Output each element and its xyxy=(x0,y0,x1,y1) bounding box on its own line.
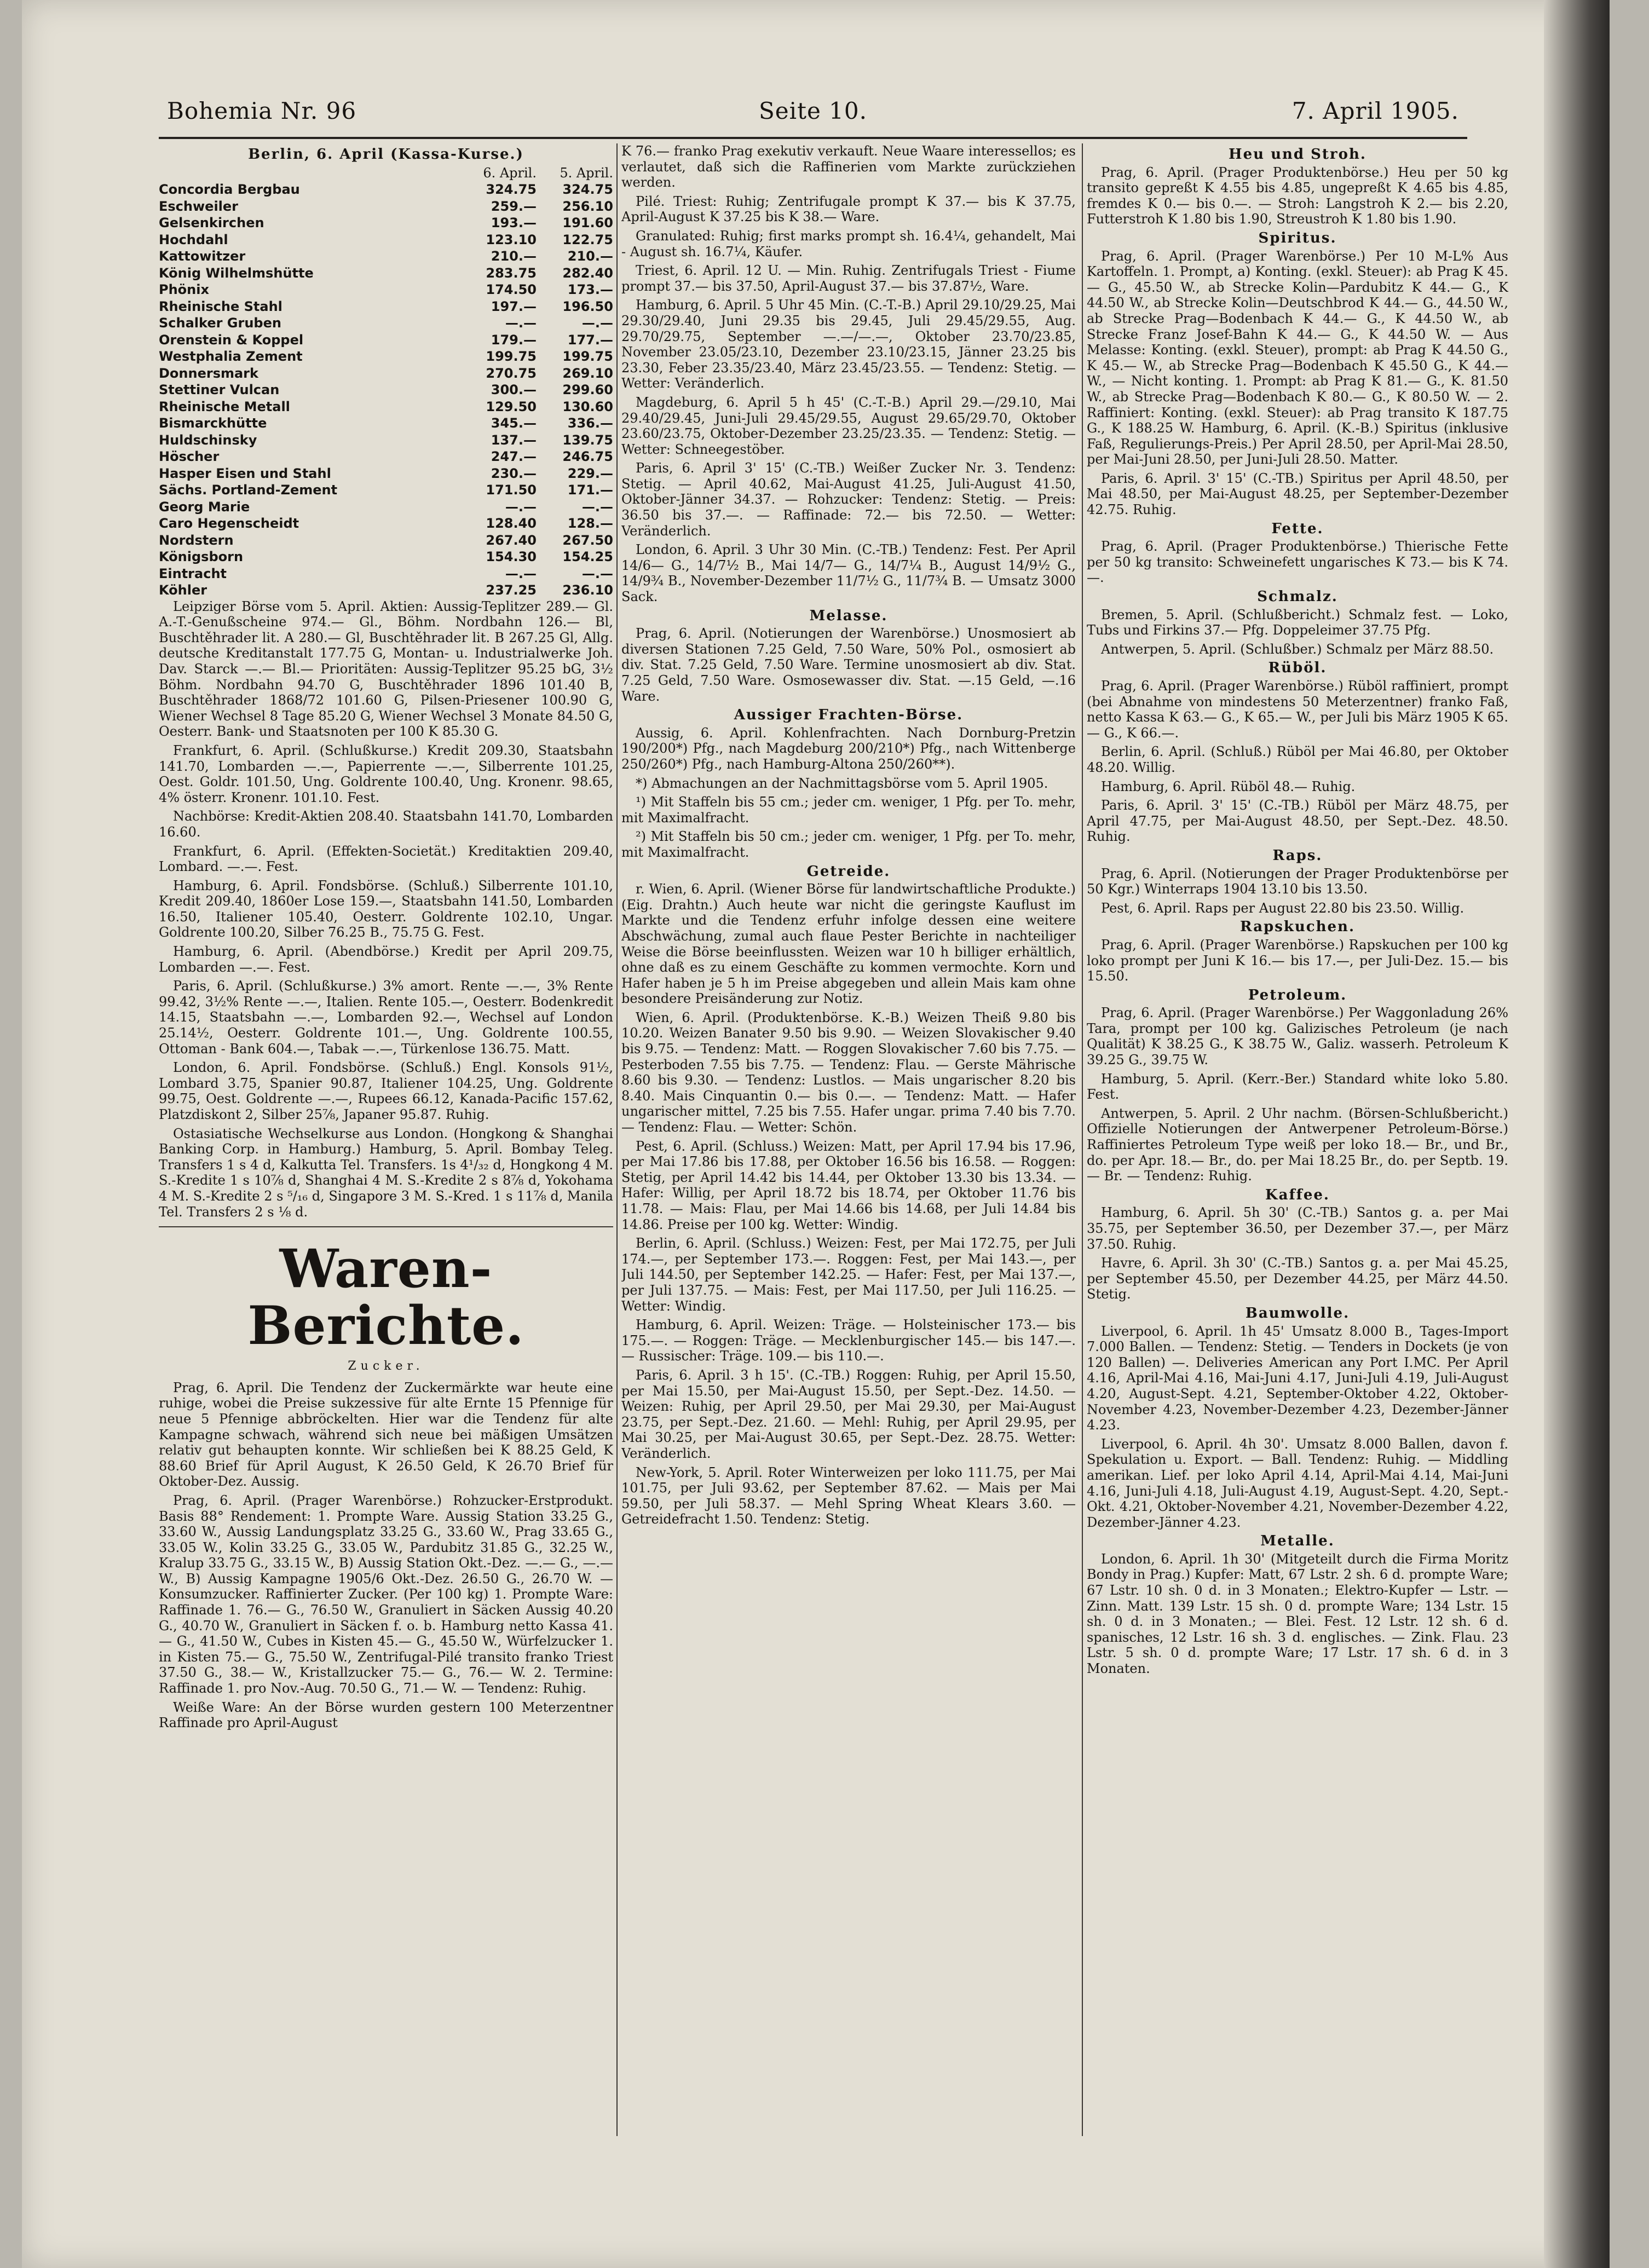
stock-name: Phönix xyxy=(159,282,209,298)
price-6-april: 129.50 xyxy=(486,399,537,414)
column-head-5-april: 5. April. xyxy=(560,165,613,181)
rueboel-hamburg-paragraph: Hamburg, 6. April. Rüböl 48.— Ruhig. xyxy=(1101,778,1356,794)
hamburg-abend-paragraph: Hamburg, 6. April. (Abendbörse.) Kredit per April 209.75, Lombarden —.—. Fest. xyxy=(159,944,613,975)
binding-edge xyxy=(1544,0,1610,2268)
price-6-april: 345.— xyxy=(491,415,537,431)
table-row xyxy=(159,565,613,582)
price-5-april: —.— xyxy=(581,565,613,581)
berlin-getreide-paragraph: Berlin, 6. April. (Schluss.) Weizen: Fest, per Mai 172.75, per Juli 174.—, per September 173.—. Roggen: Fest, per Mai 143.—, per Juli 144.50, per September 142.25. — Hafer: Fest, per Mai 137.—, per Juli 137.75. — Mais: Fest, per Mai 117.50, per Juli 116.25. — Wetter: Windig. xyxy=(621,1236,1076,1314)
footnote: ¹) Mit Staffeln bis 55 cm.; jeder cm. weniger, 1 Pfg. per To. mehr, mit Maximalfracht. xyxy=(621,794,1076,826)
stock-name: Königsborn xyxy=(159,549,244,565)
stock-name: Rheinische Stahl xyxy=(159,298,282,314)
running-head xyxy=(167,97,1459,130)
schmalz-antwerpen-paragraph: Antwerpen, 5. April. (Schlußber.) Schmalz per März 88.50. xyxy=(1101,641,1494,657)
price-6-april: 210.— xyxy=(491,249,537,264)
petroleum-heading: Petroleum. xyxy=(1248,986,1347,1003)
table-row xyxy=(159,515,613,532)
table-row xyxy=(159,365,613,382)
table-row xyxy=(159,198,613,215)
price-5-april: 336.— xyxy=(567,415,613,431)
ostasiatische-paragraph: Ostasiatische Wechselkurse aus London. (Hongkong & Shanghai Banking Corp. in Hamburg.) Hamburg, 5. April. Bombay Teleg. Transfers 1 s 4 d, Kalkutta Tel. Transfers. 1s 4¹/₃₂ d, Hongkong 4 M. S.-Kredite 1 s 10⅞ d, Shanghai 4 M. S.-Kredite 2 s 8⅞ d, Yokohama 4 M. S.-Kredite 2 s ⁵/₁₆ d, Singapore 3 M. S.-Kred. 1 s 11⅞ d, Manila Tel. Transfers 2 s ⅛ d. xyxy=(159,1126,613,1220)
table-row xyxy=(159,549,613,565)
stock-name: Eschweiler xyxy=(159,198,239,214)
price-5-april: —.— xyxy=(581,499,613,515)
price-5-april: 191.60 xyxy=(562,215,613,231)
waren-berichte-heading: Waren-Berichte. xyxy=(247,1238,524,1357)
price-5-april: 128.— xyxy=(567,516,613,532)
section-rule xyxy=(159,1226,613,1227)
header-page-number: Seite 10. xyxy=(759,97,867,124)
table-row xyxy=(159,232,613,249)
price-5-april: 324.75 xyxy=(562,182,613,198)
table-row xyxy=(159,382,613,399)
kaffee-havre-paragraph: Havre, 6. April. 3h 30' (C.-TB.) Santos g. a. per Mai 45.25, per September 45.50, per Dezember 44.25, per März 44.50. Stetig. xyxy=(1087,1255,1508,1302)
weisse-ware-paragraph: Weiße Ware: An der Börse wurden gestern 100 Meterzentner Raffinade pro April-August xyxy=(159,1699,613,1731)
table-row xyxy=(159,181,613,198)
table-row xyxy=(159,482,613,499)
price-5-april: 130.60 xyxy=(562,399,613,414)
header-date: 7. April 1905. xyxy=(1291,97,1459,124)
price-5-april: 282.40 xyxy=(562,265,613,281)
wien-paragraph: r. Wien, 6. April. (Wiener Börse für landwirtschaftliche Produkte.) (Eig. Drahtn.) Auch heute war nicht die geringste Kauflust im Markte und die Tendenz erfuhr infolge dessen eine weitere Abschwächung, zumal auch flaue Pester Berichte in nachteiliger Weise die Börse beeinflussten. Weizen war 10 h billiger erhältlich, ohne daß es zu einem Geschäfte zu kommen vermochte. Korn und Hafer haben je 5 h im Preise abgegeben und allein Mais kam ohne besondere Preisänderung zur Notiz. xyxy=(621,881,1076,1007)
column-head-6-april: 6. April. xyxy=(483,165,537,181)
table-row xyxy=(159,465,613,482)
rapskuchen-paragraph: Prag, 6. April. (Prager Warenbörse.) Rapskuchen per 100 kg loko prompt per Juni K 16.— bis 17.—, per Juli-Dez. 15.— bis 15.50. xyxy=(1087,937,1508,984)
price-6-april: 199.75 xyxy=(486,349,537,365)
price-5-april: 154.25 xyxy=(562,549,613,565)
price-5-april: —.— xyxy=(581,315,613,331)
melasse-paragraph: Prag, 6. April. (Notierungen der Warenbörse.) Unosmosiert ab diversen Stationen 7.25 Geld, 7.50 Ware, 50% Pol., osmosiert ab div. Stat. 7.25 Geld, 7.50 Ware. Termine unosmosiert ab div. Stat. 7.25 Geld, 7.50 Ware. Osmosewasser div. Stat. —.15 Geld, —.16 Ware. xyxy=(621,626,1076,704)
price-6-april: 179.— xyxy=(491,332,537,348)
price-5-april: 256.10 xyxy=(562,198,613,214)
melasse-heading: Melasse. xyxy=(809,607,888,624)
frachten-paragraph: Aussig, 6. April. Kohlenfrachten. Nach Dornburg-Pretzin 190/200*) Pfg., nach Magdeburg 200/210*) Pfg., nach Wittenberge 250/260*) Pfg., nach Hamburg-Altona 250/260**). xyxy=(621,725,1076,772)
london-zucker-paragraph: London, 6. April. 3 Uhr 30 Min. (C.-TB.) Tendenz: Fest. Per April 14/6— G., 14/7½ B., Mai 14/7— G., 14/7¼ B., August 14/9½ G., 14/9¾ B., November-Dezember 11/7½ G., 11/7¾ B. — Umsatz 3000 Sack. xyxy=(621,542,1076,605)
metalle-heading: Metalle. xyxy=(1260,1533,1335,1550)
column-3 xyxy=(1087,143,1508,2136)
granulated-paragraph: Granulated: Ruhig; first marks prompt sh. 16.4¼, gehandelt, Mai - August sh. 16.7¼, Käufer. xyxy=(621,228,1076,259)
table-row xyxy=(159,399,613,415)
price-6-april: 300.— xyxy=(491,382,537,398)
table-row xyxy=(159,315,613,332)
price-6-april: 154.30 xyxy=(486,549,537,565)
spiritus-heading: Spiritus. xyxy=(1258,229,1337,246)
price-5-april: 246.75 xyxy=(562,449,613,465)
triest-paragraph: Triest, 6. April. 12 U. — Min. Ruhig. Zentrifugals Triest - Fiume prompt 37.— bis 37.50, April-August 37.— bis 37.87½, Ware. xyxy=(621,263,1076,294)
london-paragraph: London, 6. April. Fondsbörse. (Schluß.) Engl. Konsols 91½, Lombard 3.75, Spanier 90.87, Italiener 104.25, Ung. Goldrente 99.75, Oest. Goldrente —.—, Rupees 66.12, Kanada-Pacific 157.62, Platzdiskont 2, Silber 25⅞, Japaner 95.87. Ruhig. xyxy=(159,1060,613,1122)
price-6-april: 230.— xyxy=(491,465,537,481)
header-rule xyxy=(159,137,1467,139)
heu-heading: Heu und Stroh. xyxy=(1229,146,1367,163)
price-6-april: 247.— xyxy=(491,449,537,465)
price-5-april: 139.75 xyxy=(562,432,613,448)
stock-name: Gelsenkirchen xyxy=(159,215,264,231)
price-6-april: 237.25 xyxy=(486,582,537,598)
baumwolle-paragraph-2: Liverpool, 6. April. 4h 30'. Umsatz 8.000 Ballen, davon f. Spekulation u. Export. — Ball. Tendenz: Ruhig. — Middling amerikan. Lief. per loko April 4.14, April-Mai 4.14, Mai-Juni 4.16, Juni-Juli 4.18, Juli-August 4.19, August-Sept. 4.20, Sept.-Okt. 4.21, Oktober-November 4.21, November-Dezember 4.22, Dezember-Jänner 4.23. xyxy=(1087,1436,1508,1530)
stock-name: Hochdahl xyxy=(159,232,228,247)
stock-name: Concordia Bergbau xyxy=(159,182,300,198)
petroleum-antwerpen-paragraph: Antwerpen, 5. April. 2 Uhr nachm. (Börsen-Schlußbericht.) Offizielle Notierungen der Antwerpener Petroleum-Börse.) Raffiniertes Petroleum Type weiß per loko 18.— Br., und Br., do. per Apr. 18.— Br., do. per Mai 18.25 Br., do. per Septb. 19.— Br. — Tendenz: Ruhig. xyxy=(1087,1105,1508,1184)
stock-name: Eintracht xyxy=(159,565,227,581)
price-6-april: —.— xyxy=(505,499,537,515)
schmalz-paragraph: Bremen, 5. April. (Schlußbericht.) Schmalz fest. — Loko, Tubs und Firkins 37.— Pfg. Doppeleimer 37.75 Pfg. xyxy=(1087,607,1508,638)
price-6-april: 267.40 xyxy=(486,532,537,548)
rueboel-berlin-paragraph: Berlin, 6. April. (Schluß.) Rüböl per Mai 46.80, per Oktober 48.20. Willig. xyxy=(1087,744,1508,775)
hamburg-zucker-paragraph: Hamburg, 6. April. 5 Uhr 45 Min. (C.-T.-B.) April 29.10/29.25, Mai 29.30/29.40, Juni 29.35 bis 29.45, Juli 29.45/29.55, Aug. 29.70/29.75, September —.—/—.—, Oktober 23.70/23.85, November 23.05/23.10, Dezember 23.10/23.15, Jänner 23.25 bis 23.30, Feber 23.35/23.40, März 23.45/23.55. — Tendenz: Stetig. — Wetter: Veränderlich. xyxy=(621,297,1076,391)
stock-name: Hasper Eisen und Stahl xyxy=(159,465,331,481)
price-6-april: 137.— xyxy=(491,432,537,448)
schmalz-heading: Schmalz. xyxy=(1257,588,1338,605)
stock-name: Kattowitzer xyxy=(159,249,246,264)
price-5-april: 173.— xyxy=(567,282,613,298)
footnote: *) Abmachungen an der Nachmittagsbörse vom 5. April 1905. xyxy=(636,775,1048,791)
price-6-april: 128.40 xyxy=(486,516,537,532)
zucker-warenboerse-paragraph: Prag, 6. April. (Prager Warenbörse.) Rohzucker-Erstprodukt. Basis 88° Rendement: 1. Prompte Ware. Aussig Station 33.25 G., 33.60 W., Aussig Landungsplatz 33.25 G., 33.60 W., Prag 33.65 G., 33.05 W., Kolin 33.25 G., 33.05 W., Pardubitz 31.85 G., 32.25 W., Kralup 33.75 G., 33.15 W., B) Aussig Station Okt.-Dez. —.— G., —.— W., B) Aussig Kampagne 1905/6 Okt.-Dez. 26.50 G., 26.70 W. — Konsumzucker. Raffinierter Zucker. (Per 100 kg) 1. Prompte Ware: Raffinade 1. 76.— G., 76.50 W., Granuliert in Säcken Aussig 40.20 G., 40.70 W., Granuliert in Säcken f. o. b. Hamburg netto Kassa 41.— G., 41.50 W., Cubes in Kisten 45.— G., 45.50 W., Würfelzucker 1. in Kisten 75.— G., 75.50 W., Zentrifugal-Pilé transito franko Triest 37.50 G., 38.— W., Kristallzucker 75.— G., 76.— W. 2. Termine: Raffinade 1. pro Nov.-Aug. 70.50 G., 71.— W. — Tendenz: Ruhig. xyxy=(159,1492,613,1696)
stock-name: Orenstein & Koppel xyxy=(159,332,304,348)
leipzig-paragraph: Leipziger Börse vom 5. April. Aktien: Aussig-Teplitzer 289.— Gl. A.-T.-Genußscheine 974.— Gl., Böhm. Nordbahn 126.— Bl, Buschtěhrader lit. A 280.— Gl, Buschtěhrader lit. B 267.25 Gl, Allg. deutsche Kreditanstalt 177.75 G, Montan- u. Industrialwerke Joh. Dav. Starck —.— Bl.— Prioritäten: Aussig-Teplitzer 95.25 bG, 3½ Böhm. Nordbahn 94.70 G, Buschtěhrader 1896 101.40 B, Buschtěhrader 1868/72 101.60 G, Pilsen-Priesener 100.90 G, Wiener Wechsel 8 Tage 85.20 G, Wiener Wechsel 3 Monate 84.50 G, Oesterr. Bank- und Staatsnoten per 100 K 85.30 G. xyxy=(159,598,613,740)
price-5-april: 122.75 xyxy=(562,232,613,247)
berlin-kurse-heading: Berlin, 6. April (Kassa-Kurse.) xyxy=(248,146,524,163)
rueboel-paris-paragraph: Paris, 6. April. 3' 15' (C.-TB.) Rüböl per März 48.75, per April 47.75, per Mai-August 48.50, per Sept.-Dez. 48.50. Ruhig. xyxy=(1087,798,1508,845)
price-5-april: 229.— xyxy=(567,465,613,481)
stock-name: Bismarckhütte xyxy=(159,415,267,431)
column-rule xyxy=(1082,143,1083,2136)
rueboel-paragraph: Prag, 6. April. (Prager Warenbörse.) Rüböl raffiniert, prompt (bei Abnahme von mindestens 50 Meterzentner) franko Faß, netto Kassa K 63.— G., K 65.— W., per Juli bis März 1905 K 65.— G., K 66.—. xyxy=(1087,678,1508,741)
price-5-april: 267.50 xyxy=(562,532,613,548)
column-rule xyxy=(616,143,618,2136)
kaffee-hamburg-paragraph: Hamburg, 6. April. 5h 30' (C.-TB.) Santos g. a. per Mai 35.75, per September 36.50, per Dezember 37.—, per März 37.50. Ruhig. xyxy=(1087,1205,1508,1252)
table-row xyxy=(159,215,613,232)
table-row xyxy=(159,248,613,265)
kaffee-heading: Kaffee. xyxy=(1265,1186,1330,1203)
price-5-april: 210.— xyxy=(567,249,613,264)
column-2 xyxy=(621,143,1076,2136)
stock-name: Donnersmark xyxy=(159,365,258,381)
paris-zucker-paragraph: Paris, 6. April 3' 15' (C.-TB.) Weißer Zucker Nr. 3. Tendenz: Stetig. — April 40.62, Mai-August 41.25, Juli-August 41.50, Oktober-Jänner 34.37. — Rohzucker: Tendenz: Stetig. — Preis: 36.50 bis 37.—. — Raffinade: 72.— bis 72.50. — Wetter: Veränderlich. xyxy=(621,460,1076,539)
table-row xyxy=(159,281,613,298)
stock-name: Köhler xyxy=(159,582,207,598)
frankfurt-paragraph: Frankfurt, 6. April. (Schlußkurse.) Kredit 209.30, Staatsbahn 141.70, Lombarden —.—, Papierrente —.—, Silberrente 101.25, Oest. Goldr. 101.50, Ung. Goldrente 100.40, Ung. Kronenr. 98.65, 4% österr. Kronenr. 101.10. Fest. xyxy=(159,742,613,805)
price-6-april: 197.— xyxy=(491,298,537,314)
table-row xyxy=(159,582,613,599)
fette-paragraph: Prag, 6. April. (Prager Produktenbörse.) Thierische Fette per 50 kg transito: Schweinefett ungarisches K 73.— bis K 74.—. xyxy=(1087,539,1508,586)
price-6-april: 270.75 xyxy=(486,365,537,381)
price-6-april: —.— xyxy=(505,315,537,331)
hamburg-paragraph: Hamburg, 6. April. Fondsbörse. (Schluß.) Silberrente 101.10, Kredit 209.40, 1860er Lose 159.—, Staatsbahn 141.50, Lombarden 16.50, Italiener 105.40, Oesterr. Goldrente 102.10, Ungar. Goldrente 100.20, Silber 76.25 B., 75.75 G. Fest. xyxy=(159,878,613,940)
table-row xyxy=(159,298,613,315)
spiritus-paris-paragraph: Paris, 6. April. 3' 15' (C.-TB.) Spiritus per April 48.50, per Mai 48.50, per Mai-August 48.25, per September-Dezember 42.75. Ruhig. xyxy=(1087,470,1508,518)
price-5-april: 177.— xyxy=(567,332,613,348)
paris-getreide-paragraph: Paris, 6. April. 3 h 15'. (C.-TB.) Roggen: Ruhig, per April 15.50, per Mai 15.50, per Mai-August 15.50, per Sept.-Dez. 14.50. — Weizen: Ruhig, per April 29.50, per Mai 29.30, per Mai-August 23.75, per Sept.-Dez. 21.60. — Mehl: Ruhig, per April 29.95, per Mai 30.25, per Mai-August 30.65, per Sept.-Dez. 28.75. Wetter: Veränderlich. xyxy=(621,1367,1076,1461)
price-6-april: 193.— xyxy=(491,215,537,231)
price-5-april: 199.75 xyxy=(562,349,613,365)
raps-paragraph: Prag, 6. April. (Notierungen der Prager Produktenbörse per 50 Kgr.) Winterraps 1904 13.10 bis 13.50. xyxy=(1087,865,1508,897)
pile-paragraph: Pilé. Triest: Ruhig; Zentrifugale prompt K 37.— bis K 37.75, April-August K 37.25 bis K 38.— Ware. xyxy=(621,193,1076,225)
zucker-paragraph: Prag, 6. April. Die Tendenz der Zuckermärkte war heute eine ruhige, wobei die Preise sukzessive für alte Ernte 15 Pfennige für neue 5 Pfennige abbröckelten. Hier war die Tendenz für alte Kampagne schwach, während sich neue bei mäßigen Umsätzen relativ gut behaupten konnte. Wir schließen bei K 88.25 Geld, K 88.60 Brief für April August, K 26.50 Geld, K 26.70 Brief für Oktober-Dez. Aussig. xyxy=(159,1380,613,1490)
baumwolle-paragraph: Liverpool, 6. April. 1h 45' Umsatz 8.000 B., Tages-Import 7.000 Ballen. — Tendenz: Stetig. — Tenders in Dockets (je von 120 Ballen) —. Deliveries American any Port I.MC. Per April 4.16, April-Mai 4.16, Mai-Juni 4.17, Juni-Juli 4.19, Juli-August 4.20, August-Sept. 4.21, September-Oktober 4.22, Oktober-November 4.23, November-Dezember 4.23, Dezember-Jänner 4.23. xyxy=(1087,1323,1508,1433)
table-row xyxy=(159,448,613,465)
stock-name: Westphalia Zement xyxy=(159,349,303,365)
stock-name: Schalker Gruben xyxy=(159,315,281,331)
price-5-april: 269.10 xyxy=(562,365,613,381)
price-6-april: 324.75 xyxy=(486,182,537,198)
zucker-heading: Zucker. xyxy=(348,1359,424,1374)
fette-heading: Fette. xyxy=(1271,520,1324,537)
frankfurt-societaet-paragraph: Frankfurt, 6. April. (Effekten-Societät.) Kreditaktien 209.40, Lombard. —.—. Fest. xyxy=(159,843,613,875)
getreide-heading: Getreide. xyxy=(806,863,891,880)
magdeburg-paragraph: Magdeburg, 6. April 5 h 45' (C.-T.-B.) April 29.—/29.10, Mai 29.40/29.45, Juni-Juli 29.45/29.55, August 29.65/29.70, Oktober 23.60/23.75, Oktober-Dezember 23.25/23.35. — Tendenz: Stetig. — Wetter: Schneegestöber. xyxy=(621,394,1076,457)
berlin-kurse-table xyxy=(159,165,613,599)
price-5-april: 171.— xyxy=(567,482,613,498)
pest-paragraph: Pest, 6. April. (Schluss.) Weizen: Matt, per April 17.94 bis 17.96, per Mai 17.86 bis 17.88, per Oktober 16.56 bis 16.58. — Roggen: Stetig, per April 14.42 bis 14.44, per Oktober 13.30 bis 13.34. — Hafer: Willig, per April 18.72 bis 18.74, per Oktober 11.76 bis 11.78. — Mais: Flau, per Mai 14.66 bis 14.68, per Juli 14.84 bis 14.86. Preise per 100 kg. Wetter: Windig. xyxy=(621,1138,1076,1232)
frachten-heading: Aussiger Frachten-Börse. xyxy=(734,707,964,724)
table-row xyxy=(159,265,613,282)
price-6-april: 259.— xyxy=(491,198,537,214)
stock-name: Nordstern xyxy=(159,532,234,548)
metalle-paragraph: London, 6. April. 1h 30' (Mitgeteilt durch die Firma Moritz Bondy in Prag.) Kupfer: Matt, 67 Lstr. 2 sh. 6 d. prompte Ware; 67 Lstr. 10 sh. 0 d. in 3 Monaten.; Elektro-Kupfer — Lstr. — Zinn. Matt. 139 Lstr. 15 sh. 0 d. prompte Ware; 134 Lstr. 15 sh. 0 d. in 3 Monaten.; — Blei. Fest. 12 Lstr. 12 sh. 6 d. spanisches, 12 Lstr. 16 sh. 3 d. englisches. — Zink. Flau. 23 Lstr. 5 sh. 0 d. prompte Ware; 17 Lstr. 17 sh. 6 d. in 3 Monaten. xyxy=(1087,1551,1508,1677)
spiritus-paragraph: Prag, 6. April. (Prager Warenbörse.) Per 10 M-L% Aus Kartoffeln. 1. Prompt, a) Konting. (exkl. Steuer): ab Prag K 45.— G., 45.50 W., ab Strecke Kolin—Pardubitz K 44.— G., K 44.50 W., ab Strecke Kolin—Deutschbrod K 44.— G., 44.50 W., ab Strecke Prag—Bodenbach K 44.— G., K 44.50 W., ab Strecke Franz Josef-Bahn K 44.— G., K 44.50 W. — Aus Melasse: Konting. (exkl. Steuer), prompt: ab Prag K 44.50 G., K 45.— W., ab Strecke Prag—Bodenbach K 45.50 G., K 44.— W., — Nicht konting. 1. Prompt: ab Prag K 81.— G., K. 81.50 W., ab Strecke Prag—Bodenbach K 80.— G., K 80.50 W. — 2. Raffiniert: Konting. (exkl. Steuer): ab Prag transito K 187.75 G., K 188.25 W. Hamburg, 6. April. (K.-B.) Spiritus (inklusive Faß, Regulierungs-Preis.) Per April 28.50, per April-Mai 28.50, per Mai-Juni 28.50, per Juni-Juli 28.50. Matter. xyxy=(1087,248,1508,468)
price-5-april: 299.60 xyxy=(562,382,613,398)
price-6-april: 171.50 xyxy=(486,482,537,498)
price-6-april: 283.75 xyxy=(486,265,537,281)
hamburg-getreide-paragraph: Hamburg, 6. April. Weizen: Träge. — Holsteinischer 173.— bis 175.—. — Roggen: Träge. — Mecklenburgischer 145.— bis 147.—. — Russischer: Träge. 109.— bis 110.—. xyxy=(621,1317,1076,1364)
rapskuchen-heading: Rapskuchen. xyxy=(1239,919,1356,936)
footnote: ²) Mit Staffeln bis 50 cm.; jeder cm. weniger, 1 Pfg. per To. mehr, mit Maximalfracht. xyxy=(621,829,1076,860)
stock-name: Rheinische Metall xyxy=(159,399,290,414)
table-header-row xyxy=(159,165,613,182)
rueboel-heading: Rüböl. xyxy=(1268,660,1327,677)
stock-name: Höscher xyxy=(159,449,220,465)
petroleum-hamburg-paragraph: Hamburg, 5. April. (Kerr.-Ber.) Standard white loko 5.80. Fest. xyxy=(1087,1071,1508,1103)
heu-paragraph: Prag, 6. April. (Prager Produktenbörse.) Heu per 50 kg transito gepreßt K 4.55 bis 4.85, ungepreßt K 4.65 bis 4.85, fremdes K 0.— bis 0.—. — Stroh: Langstroh K 2.— bis 2.20, Futterstroh K 1.80 bis 1.90, Streustroh K 1.80 bis 1.90. xyxy=(1087,164,1508,227)
price-5-april: 196.50 xyxy=(562,298,613,314)
header-publication: Bohemia Nr. 96 xyxy=(167,97,357,124)
petroleum-paragraph: Prag, 6. April. (Prager Warenbörse.) Per Waggonladung 26% Tara, prompt per 100 kg. Galizisches Petroleum (je nach Qualität) K 38.25 G., K 38.75 W., Galiz. wasserh. Petroleum K 39.25 G., 39.75 W. xyxy=(1087,1005,1508,1068)
stock-name: Caro Hegenscheidt xyxy=(159,516,299,532)
nachboerse-paragraph: Nachbörse: Kredit-Aktien 208.40. Staatsbahn 141.70, Lombarden 16.60. xyxy=(159,809,613,840)
stock-name: Stettiner Vulcan xyxy=(159,382,280,398)
baumwolle-heading: Baumwolle. xyxy=(1245,1305,1350,1321)
continued-paragraph: K 76.— franko Prag exekutiv verkauft. Neue Waare interessellos; es verlautet, daß sich die Raffinerien vom Markte zurückziehen werden. xyxy=(621,143,1076,191)
table-row xyxy=(159,532,613,549)
price-6-april: 174.50 xyxy=(486,282,537,298)
newyork-paragraph: New-York, 5. April. Roter Winterweizen per loko 111.75, per Mai 101.75, per Juli 93.62, per September 87.62. — Mais per Mai 59.50, per Juli 58.37. — Mehl Spring Wheat Klears 3.60. — Getreidefracht 1.50. Tendenz: Stetig. xyxy=(621,1464,1076,1527)
paris-paragraph: Paris, 6. April. (Schlußkurse.) 3% amort. Rente —.—, 3% Rente 99.42, 3½% Rente —.—, Italien. Rente 105.—, Oesterr. Bodenkredit 14.15, Staatsbahn —.—, Lombarden 92.—, Wechsel auf London 25.14½, Oesterr. Goldrente 101.—, Ung. Goldrente 100.55, Ottoman - Bank 604.—, Tabak —.—, Türkenlose 136.75. Matt. xyxy=(159,978,613,1057)
column-1 xyxy=(159,143,613,2136)
price-6-april: —.— xyxy=(505,565,537,581)
table-row xyxy=(159,348,613,365)
table-row xyxy=(159,499,613,516)
stock-name: Sächs. Portland-Zement xyxy=(159,482,338,498)
raps-pest-paragraph: Pest, 6. April. Raps per August 22.80 bis 23.50. Willig. xyxy=(1101,900,1465,916)
table-row xyxy=(159,415,613,432)
stock-name: Georg Marie xyxy=(159,499,250,515)
raps-heading: Raps. xyxy=(1272,847,1323,864)
price-6-april: 123.10 xyxy=(486,232,537,247)
stock-name: Huldschinsky xyxy=(159,432,257,448)
stock-name: König Wilhelmshütte xyxy=(159,265,314,281)
table-row xyxy=(159,332,613,349)
price-5-april: 236.10 xyxy=(562,582,613,598)
wien-produkten-paragraph: Wien, 6. April. (Produktenbörse. K.-B.) Weizen Theiß 9.80 bis 10.20. Weizen Banater 9.50 bis 9.90. — Weizen Slovakischer 9.40 bis 9.75. — Tendenz: Matt. — Roggen Slovakischer 7.60 bis 7.75. — Pesterboden 7.55 bis 7.75. — Tendenz: Flau. — Gerste Mährische 8.60 bis 9.30. — Tendenz: Lustlos. — Mais ungarischer 8.20 bis 8.40. Mais Cinquantin 0.— bis 0.—. — Tendenz: Matt. — Hafer ungarischer mittel, 7.25 bis 7.55. Hafer ungar. prima 7.40 bis 7.70. — Tendenz: Flau. — Wetter: Schön. xyxy=(621,1009,1076,1135)
table-row xyxy=(159,432,613,449)
